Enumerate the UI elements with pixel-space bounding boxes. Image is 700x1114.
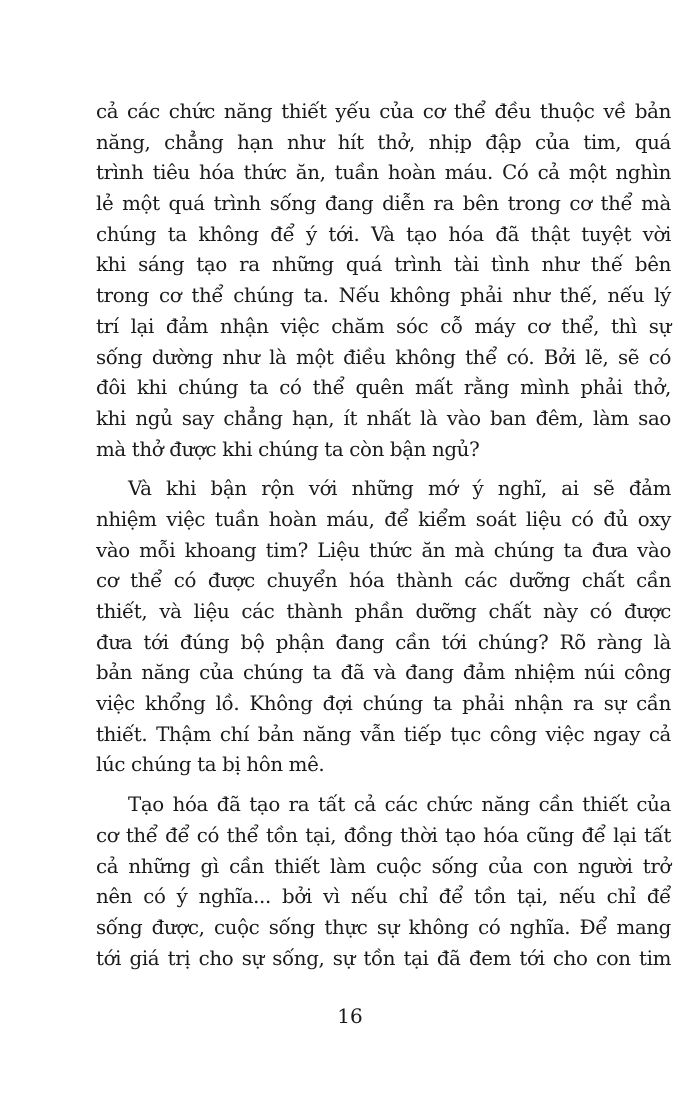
text-line: lẻ một quá trình sống đang diễn ra bên trong cơ thể mà xyxy=(96,192,671,216)
text-line: khi sáng tạo ra những quá trình tài tình như thế bên xyxy=(96,253,671,277)
text-line: mà thở được khi chúng ta còn bận ngủ? xyxy=(96,437,480,461)
paragraph-spacer xyxy=(96,465,671,474)
page-number: 16 xyxy=(337,1004,363,1028)
text-line: thiết, và liệu các thành phần dưỡng chất này có được xyxy=(96,600,671,623)
text-line: nhiệm việc tuần hoàn máu, để kiểm soát liệu có đủ oxy xyxy=(96,507,671,531)
text-line: sống được, cuộc sống thực sự không có nghĩa. Để mang xyxy=(96,915,671,939)
text-line: tới giá trị cho sự sống, sự tồn tại đã đem tới cho con tim xyxy=(96,946,671,970)
text-line: Và khi bận rộn với những mớ ý nghĩ, ai sẽ đảm xyxy=(128,477,671,501)
text-line: cả các chức năng thiết yếu của cơ thể đều thuộc về bản xyxy=(96,100,671,123)
text-line: cơ thể để có thể tồn tại, đồng thời tạo hóa cũng để lại tất xyxy=(96,823,671,847)
text-line: cả những gì cần thiết làm cuộc sống của con người trở xyxy=(96,854,671,878)
text-line: trong cơ thể chúng ta. Nếu không phải như thế, nếu lý xyxy=(96,284,671,308)
text-line: bản năng của chúng ta đã và đang đảm nhiệm núi công xyxy=(96,661,671,685)
text-line: đôi khi chúng ta có thể quên mất rằng mình phải thở, xyxy=(96,376,671,400)
paragraph-2 xyxy=(96,474,671,781)
text-line: đưa tới đúng bộ phận đang cần tới chúng? Rõ ràng là xyxy=(96,630,671,654)
text-line: việc khổng lồ. Không đợi chúng ta phải nhận ra sự cần xyxy=(96,692,671,716)
paragraph-spacer xyxy=(96,781,671,790)
text-line: năng, chẳng hạn như hít thở, nhịp đập của tim, quá xyxy=(96,130,671,154)
paragraph-1 xyxy=(96,97,671,465)
text-line: thiết. Thậm chí bản năng vẫn tiếp tục công việc ngay cả xyxy=(96,722,671,746)
text-line: chúng ta không để ý tới. Và tạo hóa đã thật tuyệt vời xyxy=(96,222,671,246)
text-line: cơ thể có được chuyển hóa thành các dưỡng chất cần xyxy=(96,569,671,593)
body-text xyxy=(96,97,671,974)
text-line: nên có ý nghĩa... bởi vì nếu chỉ để tồn tại, nếu chỉ để xyxy=(96,885,671,909)
text-line: trí lại đảm nhận việc chăm sóc cỗ máy cơ thể, thì sự xyxy=(96,314,671,338)
paragraph-3 xyxy=(96,790,671,974)
text-line: trình tiêu hóa thức ăn, tuần hoàn máu. Có cả một nghìn xyxy=(96,161,671,185)
text-line: sống dường như là một điều không thể có. Bởi lẽ, sẽ có xyxy=(96,345,671,369)
text-line: khi ngủ say chẳng hạn, ít nhất là vào ban đêm, làm sao xyxy=(96,406,671,430)
text-line: vào mỗi khoang tim? Liệu thức ăn mà chúng ta đưa vào xyxy=(96,538,671,562)
text-line: Tạo hóa đã tạo ra tất cả các chức năng cần thiết của xyxy=(128,793,671,817)
text-line: lúc chúng ta bị hôn mê. xyxy=(96,753,325,777)
